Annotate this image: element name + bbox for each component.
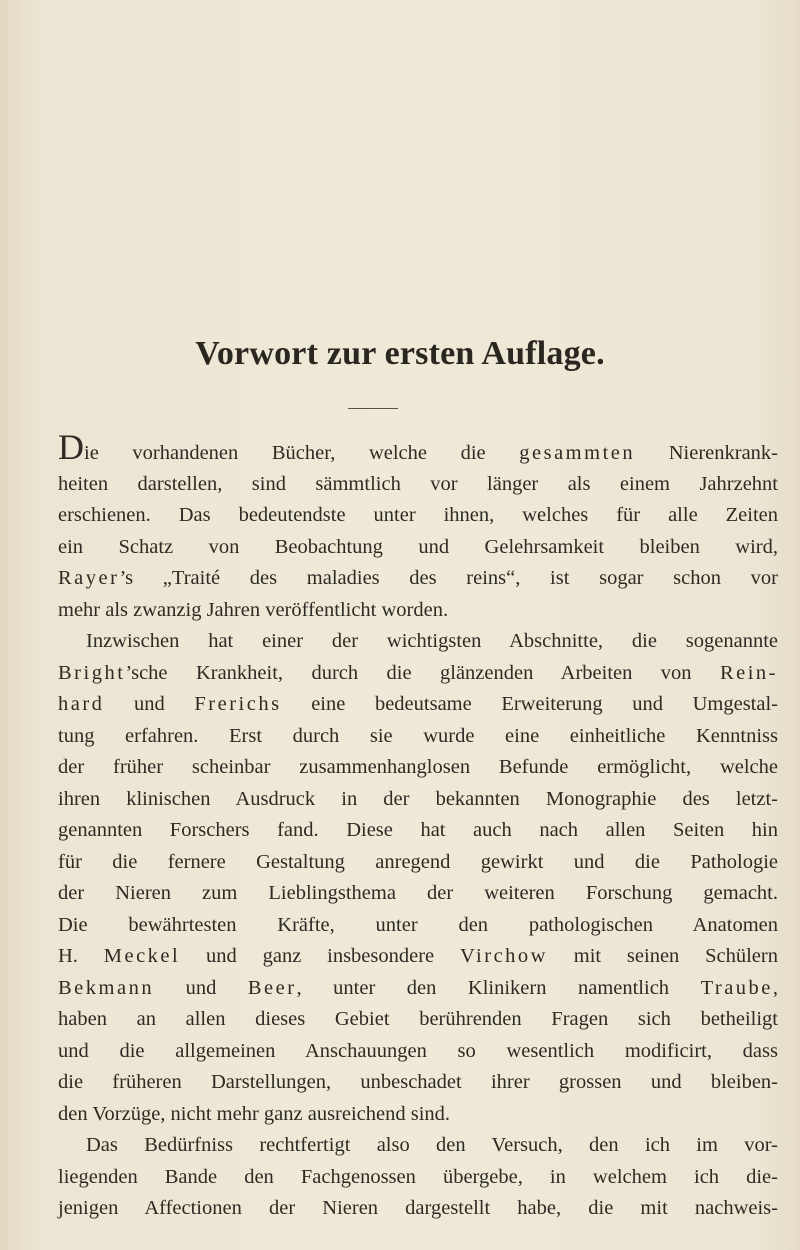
text-line: mehr als zwanzig Jahren veröffentlicht worden. — [58, 598, 449, 621]
text-line: Die vorhandenen Bücher, welche die gesammten Nierenkrank- — [58, 427, 778, 467]
text-line: der Nieren zum Lieblingsthema der weiteren Forschung gemacht. — [58, 882, 778, 904]
title-divider — [348, 408, 398, 409]
text-line: ein Schatz von Beobachtung und Gelehrsamkeit bleiben wird, — [58, 535, 778, 558]
drop-cap: D — [58, 427, 84, 467]
text-line: die früheren Darstellungen, unbeschadet ihrer grossen und bleiben- — [58, 1071, 778, 1093]
text-line: Inzwischen hat einer der wichtigsten Abschnitte, die sogenannte — [86, 630, 778, 652]
text-line: Rayer’s „Traité des maladies des reins“, ist sogar schon vor — [58, 567, 778, 589]
text-line: Bekmann und Beer, unter den Klinikern namentlich Traube, — [58, 976, 779, 999]
text-line: hard und Frerichs eine bedeutsame Erweiterung und Umgestal- — [58, 693, 778, 715]
page-title: Vorwort zur ersten Auflage. — [195, 335, 605, 372]
text-line: für die fernere Gestaltung anregend gewirkt und die Pathologie — [58, 850, 778, 873]
text-line: jenigen Affectionen der Nieren dargestellt habe, die mit nachweis- — [58, 1197, 778, 1219]
text-line: Bright’sche Krankheit, durch die glänzenden Arbeiten von Rein- — [58, 661, 778, 684]
text-line: heiten darstellen, sind sämmtlich vor länger als einem Jahrzehnt — [58, 472, 778, 495]
text-line: tung erfahren. Erst durch sie wurde eine einheitliche Kenntniss — [58, 724, 778, 747]
text-line: liegenden Bande den Fachgenossen übergebe, in welchem ich die- — [58, 1165, 778, 1188]
preface-text — [58, 427, 779, 1225]
text-line: Das Bedürfniss rechtfertigt also den Versuch, den ich im vor- — [86, 1134, 778, 1156]
text-line: den Vorzüge, nicht mehr ganz ausreichend sind. — [58, 1102, 451, 1125]
text-line: ihren klinischen Ausdruck in der bekannten Monographie des letzt- — [58, 787, 778, 810]
text-line: Die bewährtesten Kräfte, unter den pathologischen Anatomen — [58, 913, 778, 936]
text-line: und die allgemeinen Anschauungen so wesentlich modificirt, dass — [58, 1039, 778, 1062]
text-line: haben an allen dieses Gebiet berührenden Fragen sich betheiligt — [58, 1008, 778, 1030]
text-line: erschienen. Das bedeutendste unter ihnen, welches für alle Zeiten — [58, 504, 778, 526]
text-line: der früher scheinbar zusammenhanglosen Befunde ermöglicht, welche — [58, 756, 778, 778]
text-line: H. Meckel und ganz insbesondere Virchow mit seinen Schülern — [58, 945, 778, 967]
text-line: genannten Forschers fand. Diese hat auch nach allen Seiten hin — [58, 819, 778, 841]
